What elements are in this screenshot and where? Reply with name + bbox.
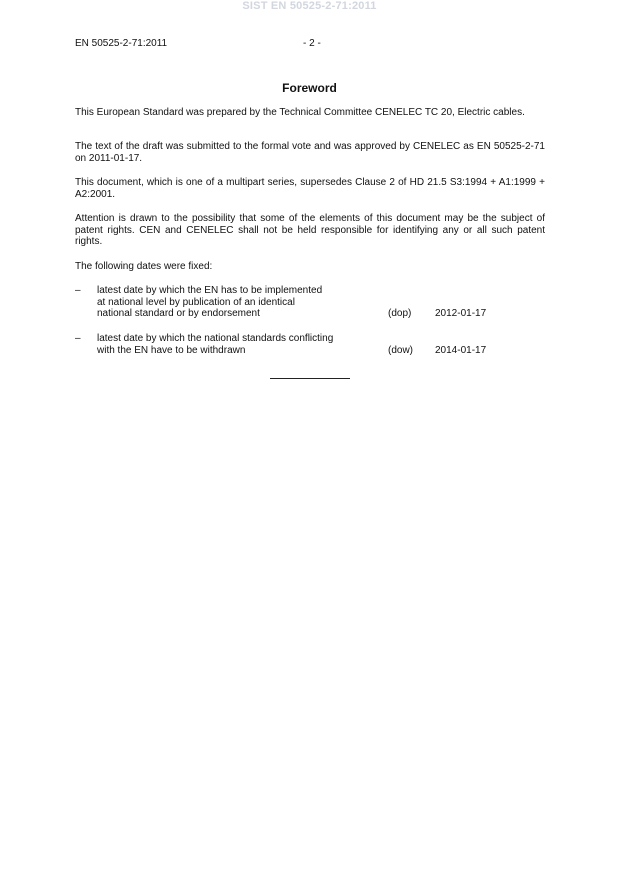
description-line: with the EN have to be withdrawn xyxy=(97,344,246,356)
paragraph-supersedes: This document, which is one of a multipart series, supersedes Clause 2 of HD 21.5 S3:1994 + A1:1999 + A2:2001. xyxy=(75,177,545,200)
paragraph-prepared-by: This European Standard was prepared by the Technical Committee CENELEC TC 20, Electric cables. xyxy=(75,107,525,118)
date-value: 2014-01-17 xyxy=(435,344,487,356)
paragraph-dates-intro: The following dates were fixed: xyxy=(75,261,213,272)
date-item-description xyxy=(97,285,387,320)
description-line: at national level by publication of an identical xyxy=(97,296,295,308)
watermark: SIST EN 50525-2-71:2011 xyxy=(242,0,377,12)
document-id: EN 50525-2-71:2011 xyxy=(75,38,168,49)
date-item-description xyxy=(97,333,387,356)
description-line: national standard or by endorsement xyxy=(97,308,260,319)
section-title: Foreword xyxy=(282,81,337,95)
date-value: 2012-01-17 xyxy=(435,308,487,319)
end-rule xyxy=(270,378,350,379)
paragraph-patent-rights: Attention is drawn to the possibility that some of the elements of this document may be the subject of patent rights. CEN and CENELEC shall not be held responsible for identifying any or all such patent rights. xyxy=(75,213,545,247)
description-line: latest date by which the EN has to be implemented xyxy=(97,285,323,296)
paragraph-approval: The text of the draft was submitted to the formal vote and was approved by CENELEC as EN 50525-2-71 on 2011-01-17. xyxy=(75,141,545,164)
list-dash: – xyxy=(75,333,81,344)
date-abbreviation: (dop) xyxy=(388,308,412,319)
description-line: latest date by which the national standards conflicting xyxy=(97,333,334,344)
list-dash: – xyxy=(75,285,81,296)
page-number: - 2 - xyxy=(303,38,321,49)
date-abbreviation: (dow) xyxy=(388,344,414,356)
